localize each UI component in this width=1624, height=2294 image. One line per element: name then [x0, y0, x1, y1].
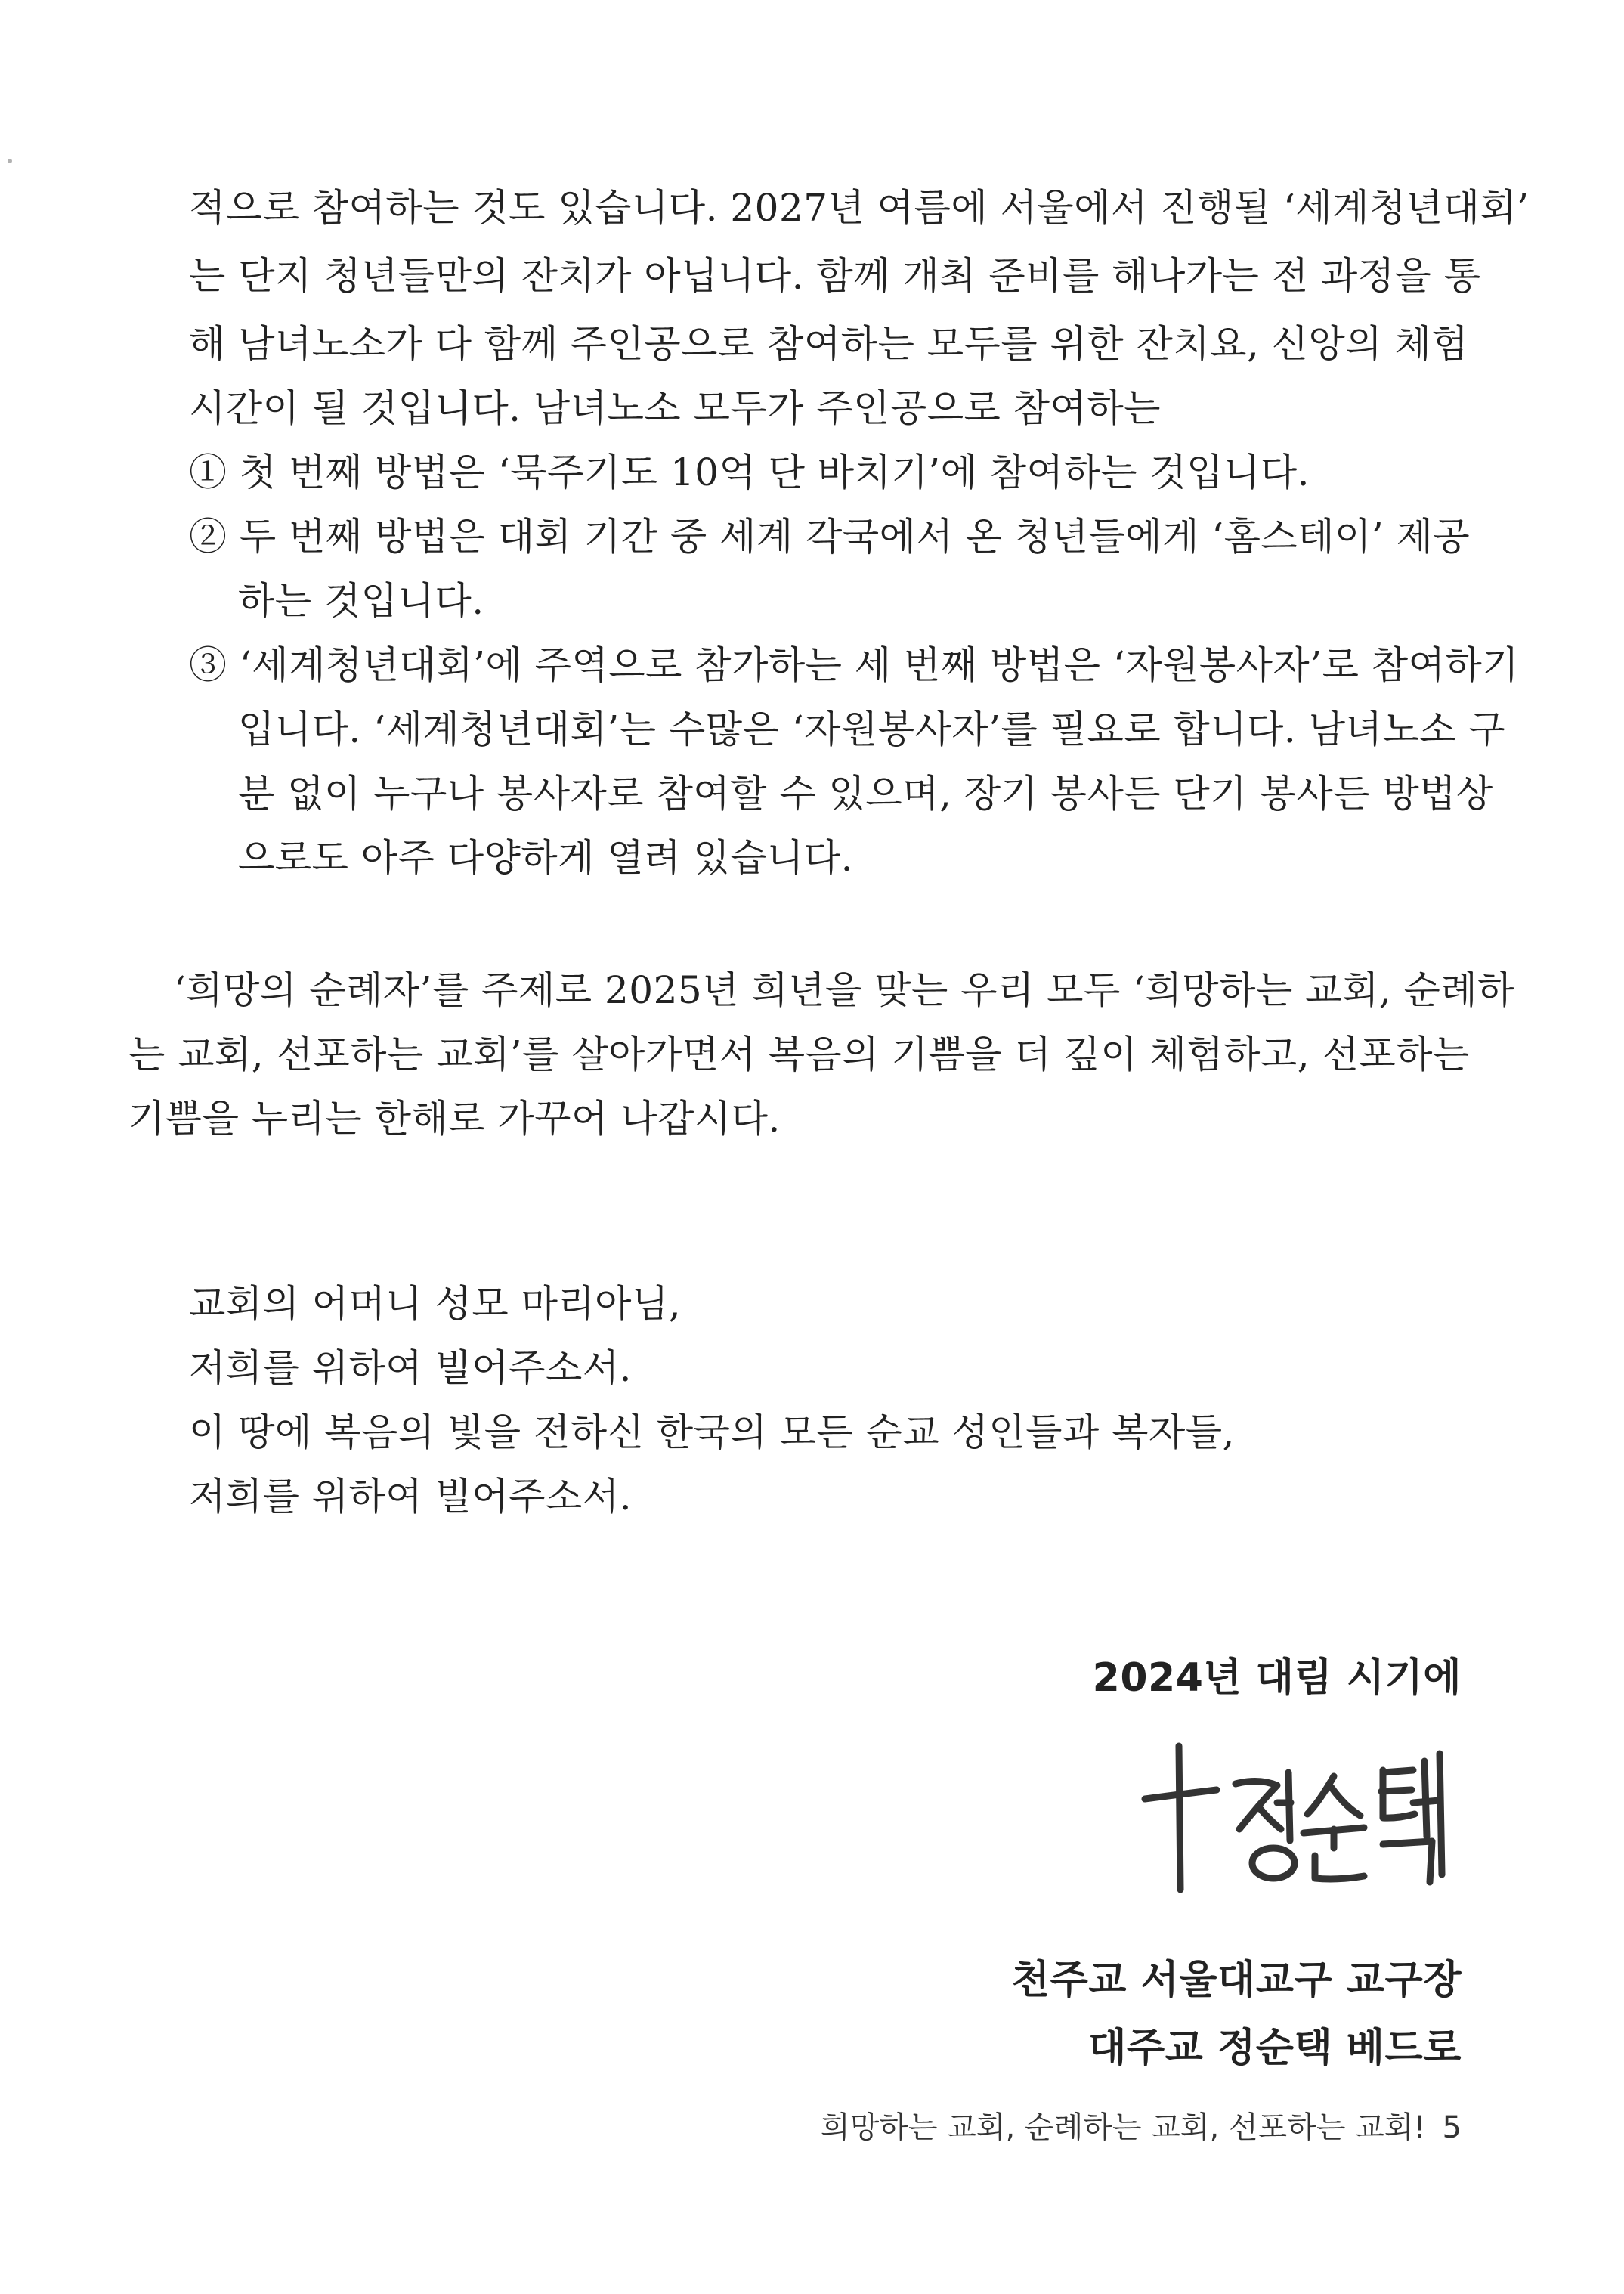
list-item-1: ① 첫 번째 방법은 ‘묵주기도 10억 단 바치기’에 참여하는 것입니다. — [189, 450, 1310, 494]
prayer-line-1: 교회의 어머니 성모 마리아님, — [189, 1282, 682, 1326]
signer-title: 천주교 서울대교구 교구장 — [1011, 1958, 1462, 2003]
prayer-line-4: 저희를 위하여 빌어주소서. — [189, 1475, 632, 1518]
closing-date: 2024년 대림 시기에 — [1092, 1655, 1462, 1701]
list-item-3-line-4: 으로도 아주 다양하게 열려 있습니다. — [238, 836, 853, 880]
paragraph-1-line-2: 는 단지 청년들만의 잔치가 아닙니다. 함께 개최 준비를 해나가는 전 과정을 통 — [189, 254, 1481, 298]
prayer-line-2: 저희를 위하여 빌어주소서. — [189, 1346, 632, 1390]
list-item-3-line-2: 입니다. ‘세계청년대회’는 수많은 ‘자원봉사자’를 필요로 합니다. 남녀노소 구 — [238, 707, 1506, 751]
paragraph-2-line-2: 는 교회, 선포하는 교회’를 살아가면서 복음의 기쁨을 더 깊이 체험하고, 선포하는 — [128, 1032, 1470, 1076]
page-number: 5 — [1442, 2110, 1462, 2145]
list-item-2-line-2: 하는 것입니다. — [238, 579, 484, 623]
scan-speck — [8, 159, 12, 163]
list-item-3-line-3: 분 없이 누구나 봉사자로 참여할 수 있으며, 장기 봉사든 단기 봉사든 방법상 — [238, 772, 1493, 816]
list-item-3-line-1: ③ ‘세계청년대회’에 주역으로 참가하는 세 번째 방법은 ‘자원봉사자’로 참여하기 — [189, 643, 1520, 687]
paragraph-2-line-3: 기쁨을 누리는 한해로 가꾸어 나갑시다. — [128, 1097, 781, 1141]
list-item-2-line-1: ② 두 번째 방법은 대회 기간 중 세계 각국에서 온 청년들에게 ‘홈스테이’ 제공 — [189, 515, 1471, 559]
footer-slogan: 희망하는 교회, 순례하는 교회, 선포하는 교회! — [820, 2110, 1426, 2145]
signer-name: 대주교 정순택 베드로 — [1088, 2026, 1462, 2071]
paragraph-2-line-1: ‘희망의 순례자’를 주제로 2025년 희년을 맞는 우리 모두 ‘희망하는 교회, 순례하 — [174, 968, 1514, 1012]
prayer-line-3: 이 땅에 복음의 빛을 전하신 한국의 모든 순교 성인들과 복자들, — [189, 1410, 1235, 1454]
paragraph-1-line-4: 시간이 될 것입니다. 남녀노소 모두가 주인공으로 참여하는 — [189, 386, 1161, 430]
paragraph-1-line-1: 적으로 참여하는 것도 있습니다. 2027년 여름에 서울에서 진행될 ‘세계청년대회’ — [189, 186, 1530, 230]
handwritten-signature — [1134, 1731, 1466, 1905]
paragraph-1-line-3: 해 남녀노소가 다 함께 주인공으로 참여하는 모두를 위한 잔치요, 신앙의 체험 — [189, 322, 1469, 366]
page-footer — [821, 2109, 1462, 2147]
